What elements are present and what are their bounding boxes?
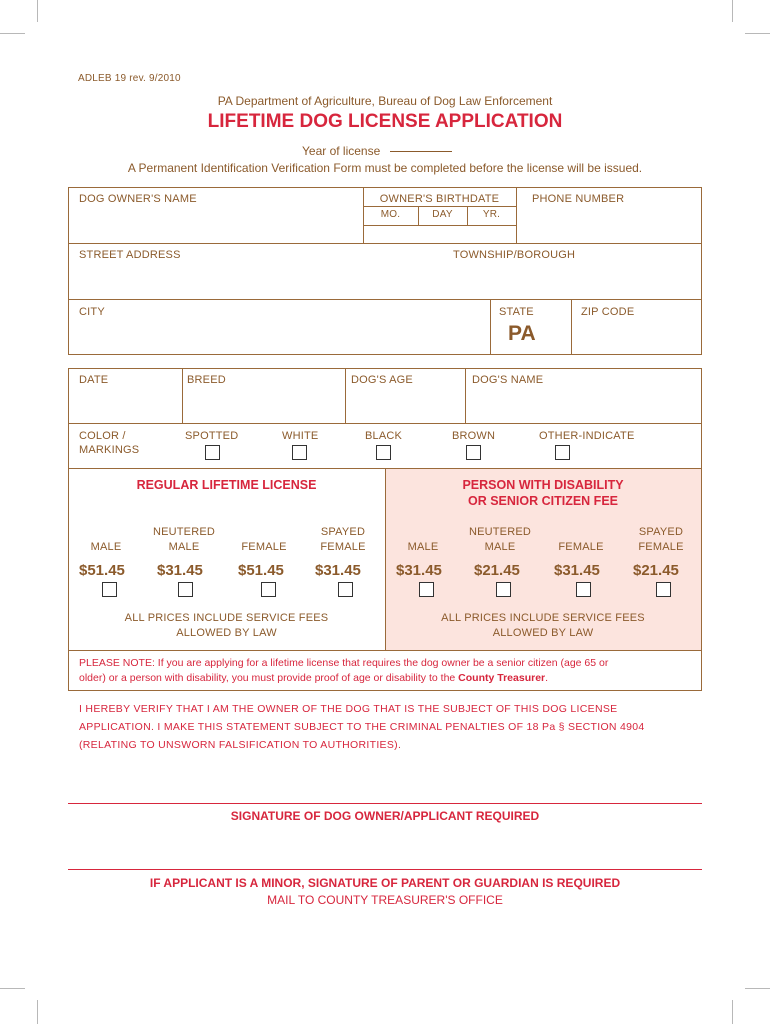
other-checkbox[interactable] (555, 445, 570, 460)
regular-male-checkbox[interactable] (102, 582, 117, 597)
divider (571, 299, 572, 355)
divider (182, 368, 183, 423)
senior-female-label: FEMALE (558, 541, 604, 553)
date-field[interactable]: DATE (79, 374, 109, 386)
crop-mark (745, 33, 770, 34)
senior-fee-title-1: PERSON WITH DISABILITY (462, 478, 624, 492)
state-label: STATE (499, 306, 534, 318)
breed-field[interactable]: BREED (187, 374, 226, 386)
regular-spayed-female-label: FEMALE (320, 541, 366, 553)
zip-field[interactable]: ZIP CODE (581, 306, 635, 318)
guardian-signature-label: IF APPLICANT IS A MINOR, SIGNATURE OF PARENT OR GUARDIAN IS REQUIRED (149, 876, 621, 890)
divider (490, 299, 491, 355)
street-address-field[interactable]: STREET ADDRESS (79, 249, 181, 261)
birth-day-field[interactable]: DAY (432, 209, 453, 220)
birth-month-field[interactable]: MO. (380, 209, 401, 220)
regular-license-title: REGULAR LIFETIME LICENSE (136, 478, 317, 492)
department: PA Department of Agriculture, Bureau of Dog Law Enforcement (217, 94, 553, 108)
mail-instruction: MAIL TO COUNTY TREASURER'S OFFICE (267, 893, 503, 907)
regular-price-spayed-female: $31.45 (315, 562, 361, 579)
senior-male-checkbox[interactable] (419, 582, 434, 597)
phone-field[interactable]: PHONE NUMBER (532, 193, 625, 205)
color-label: COLOR / (79, 430, 126, 442)
note-end: . (545, 672, 549, 684)
divider (68, 243, 702, 244)
state-value: PA (508, 322, 536, 345)
regular-spayed-label: SPAYED (320, 526, 366, 538)
crop-mark (37, 0, 38, 22)
owner-name-field[interactable]: DOG OWNER'S NAME (79, 193, 197, 205)
senior-male-label: MALE (407, 541, 439, 553)
regular-fees-law: ALLOWED BY LAW (176, 627, 277, 639)
verify-line-3: (RELATING TO UNSWORN FALSIFICATION TO AUTHORITIES). (79, 739, 402, 751)
divider (68, 423, 702, 424)
county-treasurer-text: County Treasurer (458, 672, 546, 684)
verify-line-2: APPLICATION. I MAKE THIS STATEMENT SUBJECT TO THE CRIMINAL PENALTIES OF 18 Pa § SECTION 4904 (79, 721, 645, 733)
regular-female-checkbox[interactable] (261, 582, 276, 597)
white-checkbox[interactable] (292, 445, 307, 460)
senior-neutered-label: NEUTERED (468, 526, 532, 538)
black-checkbox[interactable] (376, 445, 391, 460)
notice: A Permanent Identification Verification Form must be completed before the license will be issued. (127, 161, 643, 175)
divider (516, 187, 517, 243)
divider (68, 650, 702, 651)
senior-price-female: $31.45 (554, 562, 600, 579)
divider (68, 299, 702, 300)
regular-neutered-label: NEUTERED (152, 526, 216, 538)
note-line-1: PLEASE NOTE: If you are applying for a lifetime license that requires the dog owner be a senior citizen (age 65 or (79, 657, 609, 669)
senior-fees-law: ALLOWED BY LAW (492, 627, 594, 639)
regular-price-male: $51.45 (79, 562, 125, 579)
senior-price-spayed-female: $21.45 (633, 562, 679, 579)
senior-spayed-female-label: FEMALE (638, 541, 684, 553)
owner-signature-line[interactable] (68, 803, 702, 804)
senior-neutered-male-checkbox[interactable] (496, 582, 511, 597)
birthdate-label: OWNER'S BIRTHDATE (379, 193, 500, 205)
senior-neutered-male-label: MALE (484, 541, 516, 553)
regular-female-label: FEMALE (241, 541, 287, 553)
crop-mark (0, 33, 25, 34)
color-spotted-label: SPOTTED (185, 430, 239, 442)
note-text: older) or a person with disability, you must provide proof of age or disability to the (79, 672, 459, 684)
senior-fee-title-2: OR SENIOR CITIZEN FEE (467, 494, 618, 508)
senior-spayed-female-checkbox[interactable] (656, 582, 671, 597)
regular-spayed-female-checkbox[interactable] (338, 582, 353, 597)
crop-mark (732, 1000, 733, 1024)
senior-female-checkbox[interactable] (576, 582, 591, 597)
birth-year-field[interactable]: YR. (482, 209, 501, 220)
senior-price-neutered-male: $21.45 (474, 562, 520, 579)
crop-mark (732, 0, 733, 22)
year-field[interactable] (390, 151, 452, 152)
regular-price-female: $51.45 (238, 562, 284, 579)
senior-fees-note: ALL PRICES INCLUDE SERVICE FEES (441, 612, 645, 624)
spotted-checkbox[interactable] (205, 445, 220, 460)
form-code: ADLEB 19 rev. 9/2010 (78, 73, 181, 84)
guardian-signature-line[interactable] (68, 869, 702, 870)
divider (363, 225, 516, 226)
regular-male-label: MALE (90, 541, 122, 553)
color-black-label: BLACK (365, 430, 403, 442)
year-of-license (302, 144, 452, 158)
divider (465, 368, 466, 423)
regular-neutered-male-checkbox[interactable] (178, 582, 193, 597)
crop-mark (0, 988, 25, 989)
divider (345, 368, 346, 423)
senior-price-male: $31.45 (396, 562, 442, 579)
city-field[interactable]: CITY (79, 306, 105, 318)
senior-spayed-label: SPAYED (638, 526, 684, 538)
dog-age-field[interactable]: DOG'S AGE (351, 374, 413, 386)
brown-checkbox[interactable] (466, 445, 481, 460)
color-other-label: OTHER-INDICATE (539, 430, 635, 442)
regular-neutered-male-label: MALE (168, 541, 200, 553)
owner-signature-label: SIGNATURE OF DOG OWNER/APPLICANT REQUIRED (230, 809, 540, 823)
markings-label: MARKINGS (79, 444, 140, 456)
crop-mark (37, 1000, 38, 1024)
year-label: Year of license (302, 144, 381, 158)
township-field[interactable]: TOWNSHIP/BOROUGH (453, 249, 576, 261)
divider (363, 206, 516, 207)
crop-mark (745, 988, 770, 989)
dog-name-field[interactable]: DOG'S NAME (472, 374, 544, 386)
regular-fees-note: ALL PRICES INCLUDE SERVICE FEES (124, 612, 329, 624)
regular-price-neutered-male: $31.45 (157, 562, 203, 579)
color-white-label: WHITE (282, 430, 319, 442)
note-line-2 (79, 672, 548, 684)
page-title: LIFETIME DOG LICENSE APPLICATION (207, 111, 563, 132)
verify-line-1: I HEREBY VERIFY THAT I AM THE OWNER OF THE DOG THAT IS THE SUBJECT OF THIS DOG LICENSE (79, 703, 618, 715)
color-brown-label: BROWN (452, 430, 496, 442)
